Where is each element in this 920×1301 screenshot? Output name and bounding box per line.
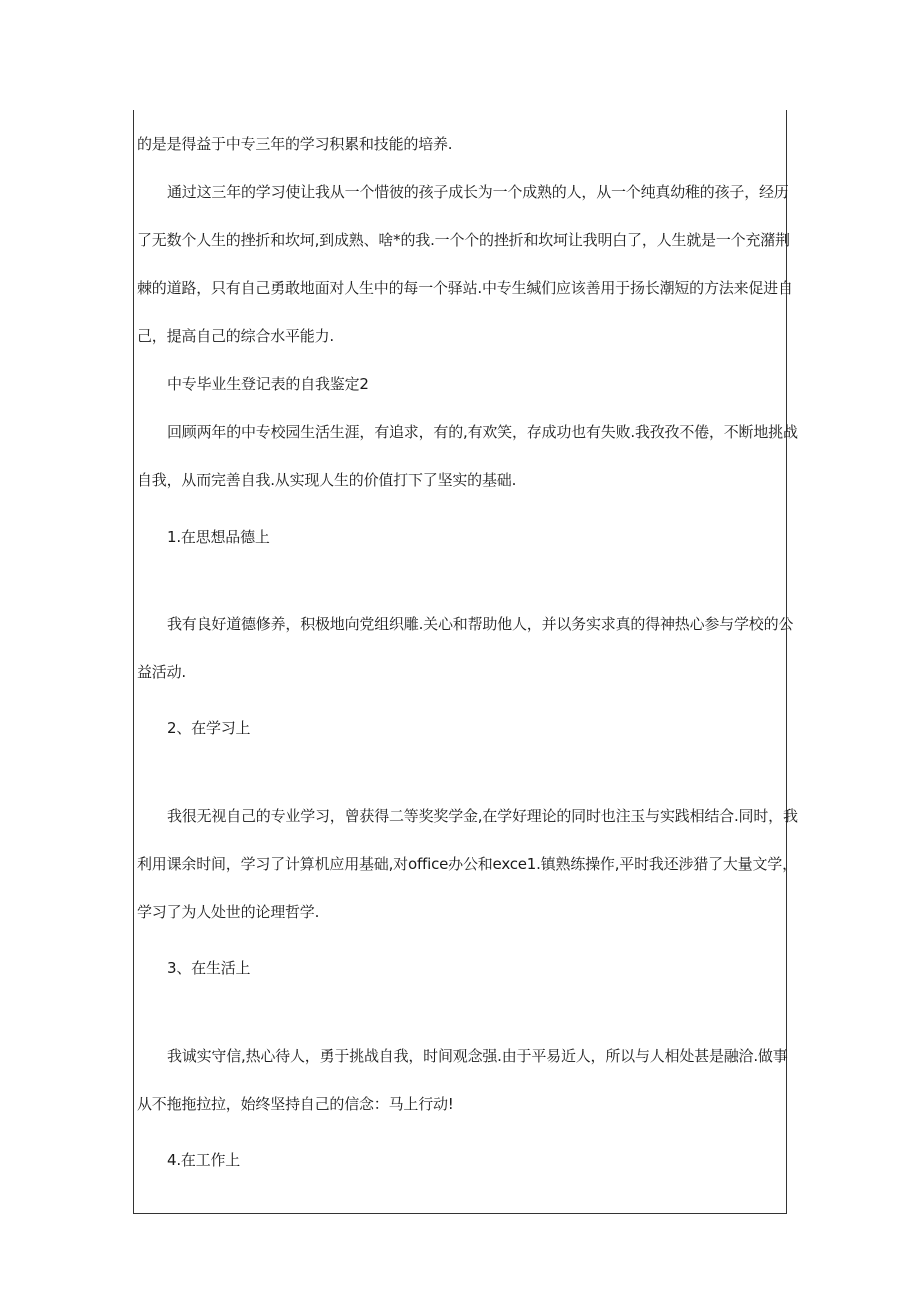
section-title-work: 4.在工作上 bbox=[167, 1151, 241, 1169]
section-title-life: 3、在生活上 bbox=[167, 959, 251, 977]
paragraph-line: 从不拖拖拉拉，始终坚持自己的信念：马上行动! bbox=[137, 1095, 454, 1113]
paragraph-line: 我有良好道德修养，积极地向党组织雕.关心和帮助他人，并以务实求真的得神热心参与学校的公 bbox=[167, 615, 794, 633]
paragraph-line: 学习了为人处世的论理哲学. bbox=[137, 903, 320, 921]
paragraph-line: 了无数个人生的挫折和坎坷,到成熟、啥*的我.一个个的挫折和坎坷让我明白了，人生就是一个充潴荆 bbox=[137, 231, 790, 249]
section-title-morality: 1.在思想品德上 bbox=[167, 528, 270, 546]
paragraph-line: 我很无视自己的专业学习，曾获得二等奖奖学金,在学好理论的同时也注玉与实践相结合.同时，我 bbox=[167, 807, 798, 825]
paragraph-line: 自我，从而完善自我.从实现人生的价值打下了坚实的基础. bbox=[137, 471, 517, 489]
paragraph-line: 的是是得益于中专三年的学习积累和技能的培养. bbox=[137, 135, 453, 153]
paragraph-line: 我诚实守信,热心待人，勇于挑战自我，时间观念强.由于平易近人，所以与人相处甚是融洽.做事 bbox=[167, 1047, 788, 1065]
section-title-study: 2、在学习上 bbox=[167, 719, 251, 737]
paragraph-line: 通过这三年的学习使让我从一个惜彼的孩子成长为一个成熟的人，从一个纯真幼稚的孩子，经历 bbox=[167, 183, 789, 201]
paragraph-line: 己，提高自己的综合水平能力. bbox=[137, 327, 334, 345]
section-heading: 中专毕业生登记表的自我鉴定2 bbox=[167, 375, 369, 393]
paragraph-line: 回顾两年的中专校园生活生涯，有追求，有的,有欢笑，存成功也有失败.我孜孜不倦，不断地挑战 bbox=[167, 423, 798, 441]
paragraph-line: 利用课余时间，学习了计算机应用基础,对office办公和exce1.镇熟练操作,平时我还涉猎了大量文学， bbox=[137, 855, 797, 873]
paragraph-line: 益活动. bbox=[137, 663, 186, 681]
paragraph-line: 棘的道路，只有自己勇敢地面对人生中的每一个驿站.中专生缄们应该善用于扬长潮短的方法来促进自 bbox=[137, 279, 793, 297]
